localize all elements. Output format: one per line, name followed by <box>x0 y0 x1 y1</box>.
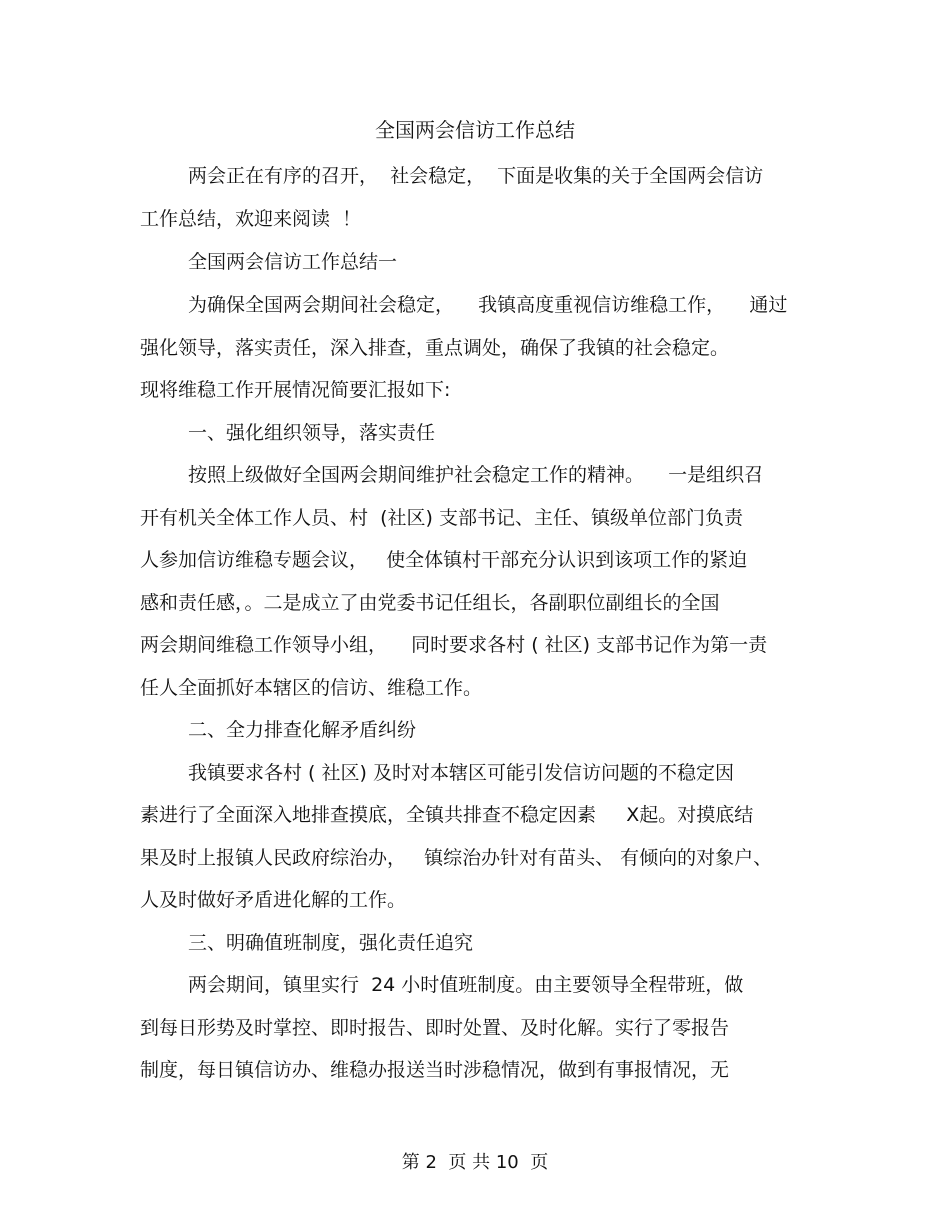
text-line: 现将维稳工作开展情况简要汇报如下: <box>140 379 451 401</box>
section-heading: 三、明确值班制度，强化责任追究 <box>188 932 474 954</box>
text-line: 任人全面抓好本辖区的信访、维稳工作。 <box>140 677 483 699</box>
text-line: 开有机关全体工作人员、村 (社区) 支部书记、主任、镇级单位部门负责 <box>140 507 743 529</box>
page-number-footer: 第 2 页 共 10 页 <box>401 1152 549 1173</box>
document-title: 全国两会信访工作总结 <box>375 118 575 142</box>
text-line: 制度，每日镇信访办、维稳办报送当时涉稳情况，做到有事报情况，无 <box>140 1059 730 1081</box>
text-line: 工作总结，欢迎来阅读 ！ <box>140 208 362 230</box>
text-line: 人及时做好矛盾进化解的工作。 <box>140 889 407 911</box>
text-line: 人参加信访维稳专题会议， 使全体镇村干部充分认识到该项工作的紧迫 <box>140 549 748 571</box>
text-line: 到每日形势及时掌控、即时报告、即时处置、及时化解。实行了零报告 <box>140 1017 730 1039</box>
section-heading: 二、全力排查化解矛盾纠纷 <box>188 719 417 741</box>
text-line: 感和责任感，。二是成立了由党委书记任组长，各副职位副组长的全国 <box>140 592 720 614</box>
text-line: 两会期间，镇里实行 24 小时值班制度。由主要领导全程带班，做 <box>188 974 744 996</box>
section-subtitle: 全国两会信访工作总结一 <box>188 251 398 273</box>
section-heading: 一、强化组织领导，落实责任 <box>188 422 436 444</box>
text-line: 两会期间维稳工作领导小组， 同时要求各村 ( 社区) 支部书记作为第一责 <box>140 634 768 656</box>
text-line: 两会正在有序的召开， 社会稳定， 下面是收集的关于全国两会信访 <box>188 165 764 187</box>
text-line: 我镇要求各村 ( 社区) 及时对本辖区可能引发信访问题的不稳定因 <box>188 762 734 784</box>
text-line: 按照上级做好全国两会期间维护社会稳定工作的精神。 一是组织召 <box>188 464 764 486</box>
text-line: 为确保全国两会期间社会稳定， 我镇高度重视信访维稳工作， 通过 <box>188 294 788 316</box>
text-line: 果及时上报镇人民政府综治办， 镇综治办针对有苗头、 有倾向的对象户、 <box>140 847 773 869</box>
text-line: 素进行了全面深入地排查摸底，全镇共排查不稳定因素 X起。对摸底结 <box>140 804 754 826</box>
text-line: 强化领导，落实责任，深入排查，重点调处，确保了我镇的社会稳定。 <box>140 337 730 359</box>
